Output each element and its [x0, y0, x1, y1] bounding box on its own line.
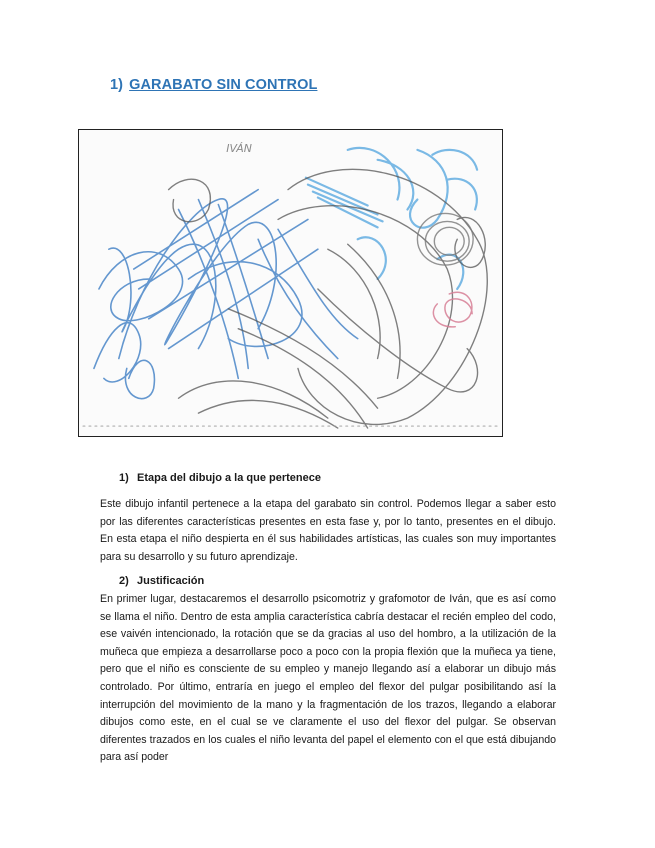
- child-scribble-drawing: [78, 129, 503, 437]
- section-heading-justificacion: [119, 575, 204, 587]
- section-heading-text: Justificación: [137, 575, 205, 587]
- section-heading-text: Etapa del dibujo a la que pertenece: [137, 472, 321, 484]
- title-number: 1): [110, 77, 124, 93]
- section-paragraph-etapa: Este dibujo infantil pertenece a la etapa del garabato sin control. Podemos llegar a saber esto por las diferentes características presentes en esta fase y, por lo tanto, presentes en el dibujo. En esta etapa el niño despierta en él sus habilidades artísticas, las cuales son muy importantes para su desarrollo y su futuro aprendizaje.: [100, 498, 556, 563]
- section-paragraph-justificacion: En primer lugar, destacaremos el desarrollo psicomotriz y grafomotor de Iván, que es así como se llama el niño. Dentro de esta amplia característica cabría destacar el recién empleo del codo, ese vaivén intencionado, la rotación que se da gracias al uso del hombro, a la utilización de la muñeca que empieza a desarrollarse poco a poco con la propia flexión que la muñeca ya tiene, pero que el niño es consciente de su empleo y manejo llegando así a elaborar un dibujo más controlado. Por último, entraría en juego el empleo del flexor del pulgar posibilitando así la interrupción del movimiento de la mano y la fragmentación de los trazos, llegando a elaborar dibujos como este, en el cual se ve claramente el uso del flexor del pulgar. Se observan diferentes trazados en los cuales el niño levanta del papel el elemento con el que está dibujando para así poder: [100, 593, 556, 764]
- section-number: 2): [119, 575, 129, 587]
- section-number: 1): [119, 472, 129, 484]
- drawing-name-label: IVÁN: [226, 141, 252, 155]
- blue-scribbles: [94, 190, 358, 399]
- title-text: GARABATO SIN CONTROL: [129, 77, 318, 93]
- section-heading-etapa: [119, 472, 321, 484]
- gray-loops: [417, 213, 473, 265]
- page-title: [110, 77, 317, 93]
